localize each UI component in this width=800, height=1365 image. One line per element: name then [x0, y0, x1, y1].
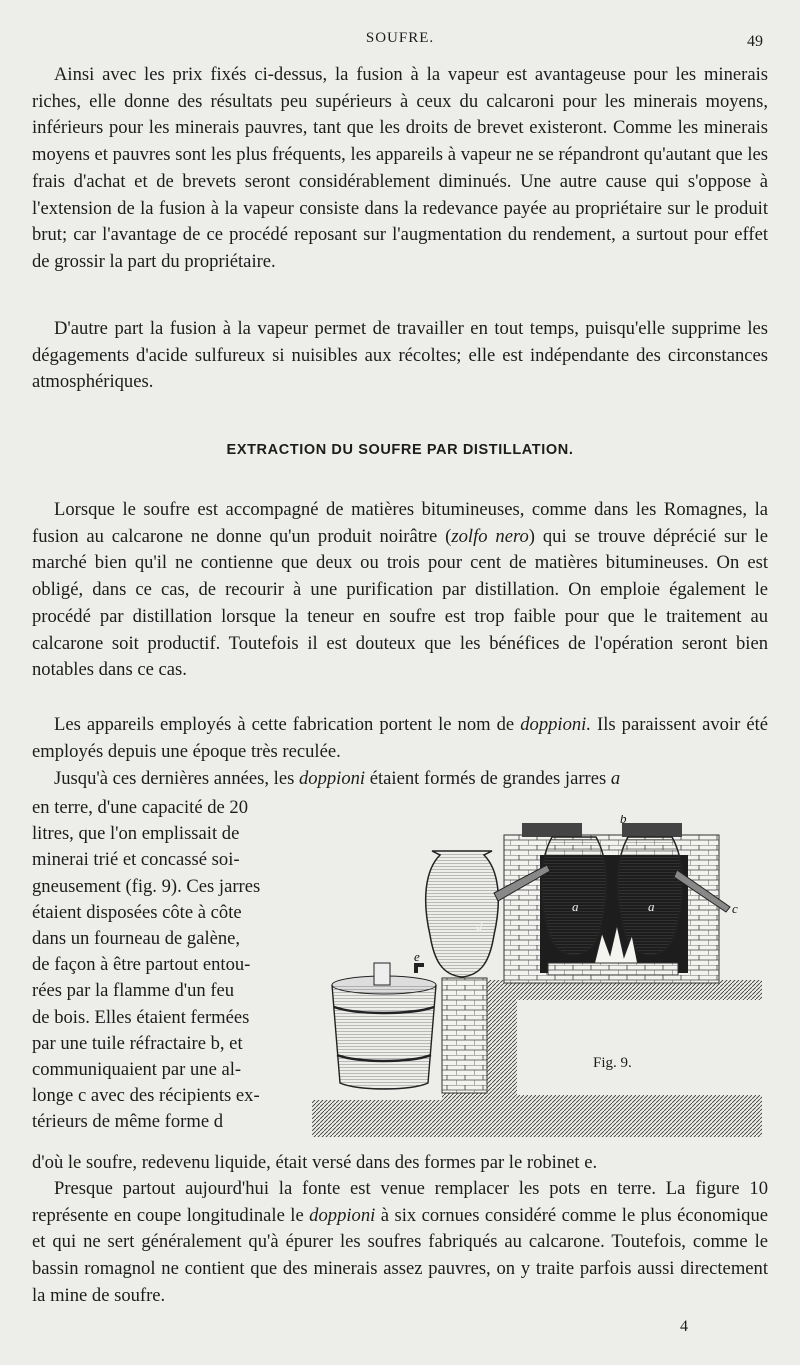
section-title: EXTRACTION DU SOUFRE PAR DISTILLATION. — [226, 442, 574, 458]
wrap-line: communiquaient par une al- — [32, 1059, 242, 1081]
paragraph-5-end — [32, 1150, 768, 1177]
wrap-line: térieurs de même forme d — [32, 1111, 224, 1133]
wooden-bucket — [332, 963, 436, 1089]
furnace-grate — [548, 963, 678, 975]
paragraph-1 — [32, 62, 768, 276]
page-number: 49 — [747, 33, 763, 50]
doppioni-term: doppioni. — [520, 714, 591, 735]
paragraph-5-wrapped-column — [32, 795, 304, 1136]
paragraph-5-text-a: Jusqu'à ces dernières années, les — [54, 768, 299, 789]
paragraph-3-text-a: Lorsque le soufre est accompagné de matières bitumineuses, comme dans les Romagnes, la fusion au calcarone ne donne qu'un produit noirâtre ( — [32, 499, 768, 547]
wrap-line: longe c avec des récipients ex- — [32, 1085, 260, 1107]
jar-a-right — [618, 837, 683, 955]
doppioni-term-3: doppioni — [309, 1204, 376, 1226]
paragraph-2-text: D'autre part la fusion à la vapeur permet de travailler en tout temps, puisqu'elle supprime les dégagements d'acide sulfureux si nuisibles aux récoltes; elle est indépendante des circonstances atmosphériques. — [32, 318, 768, 393]
running-title: SOUFRE. — [365, 30, 435, 46]
wrap-line: en terre, d'une capacité de 20 — [32, 797, 249, 818]
doppioni-furnace-illustration — [312, 815, 767, 1145]
wrap-line: gneusement (fig. 9). Ces jarres — [32, 875, 261, 897]
paragraph-2 — [32, 316, 768, 396]
wrap-line: litres, que l'on emplissait de — [32, 823, 240, 845]
wrap-line: de bois. Elles étaient fermées — [32, 1006, 250, 1028]
paragraph-1-text: Ainsi avec les prix fixés ci-dessus, la fusion à la vapeur est avantageuse pour les minerais riches, elle donne des résultats peu supérieurs à ceux du calcaroni pour les minerais moyens, inférieurs pour les minerais pauvres, tant que les droits de brevet existeront. Comme les minerais moyens et pauvres sont les plus fréquents, les appareils à vapeur ne se répandront qu'autant que les frais d'achat et de brevets seront considérablement diminués. Une autre cause qui s'oppose à l'extension de la fusion à la vapeur consiste dans la redevance payée au propriétaire sur le produit brut; car l'avantage de ce procédé reposant sur l'augmentation du rendement, a surtout pour effet de grossir la part du propriétaire. — [32, 64, 768, 272]
paragraph-3 — [32, 497, 768, 684]
label-d: d — [476, 918, 483, 933]
doppioni-term-2: doppioni — [298, 768, 366, 789]
paragraph-3-text-b: ) qui se trouve déprécié sur le marché bien qu'il ne contienne que deux ou trois pour cent de matières bitumineuses. On est obligé, dans ce cas, de recourir à une purification par distillation. On emploie également le procédé par distillation lorsque la teneur en soufre est trop faible pour que le traitement au calcarone soit productif. Toutefois il est douteux que les bénéfices de l'opération seront bien notables dans ce cas. — [32, 525, 768, 681]
wrap-line: de façon à être partout entou- — [32, 954, 251, 976]
wrap-line: dans un fourneau de galène, — [32, 928, 241, 950]
paragraph-5-text-b: étaient formés de grandes jarres — [365, 768, 611, 789]
paragraph-5-end-text: d'où le soufre, redevenu liquide, était versé dans des formes par le robinet e. — [32, 1152, 598, 1173]
label-e: e — [414, 949, 420, 964]
wrap-line: minerai trié et concassé soi- — [32, 849, 240, 871]
label-b: b — [620, 815, 627, 826]
wrap-line: étaient disposées côte à côte — [32, 901, 242, 923]
wrap-line: rées par la flamme d'un feu — [32, 980, 235, 1002]
jar-a-left — [542, 837, 607, 955]
paragraph-6-text-b: à six cornues considéré comme le plus économique et qui ne sert généralement qu'à épurer les soufres fabriqués au calcarone. Toutefois, comme le bassin romagnol ne contient que des minerais assez pauvres, on y traite parfois aussi directement la mine de soufre. — [32, 1204, 768, 1306]
tap-e — [414, 963, 424, 973]
paragraph-4-text-a: Les appareils employés à cette fabrication portent le nom de — [54, 714, 521, 735]
paragraph-4 — [32, 712, 768, 765]
paragraph-6 — [32, 1176, 768, 1310]
figure-caption: Fig. 9. — [593, 1055, 632, 1071]
paragraph-6-text-a: Presque partout aujourd'hui la fonte est venue remplacer les pots en terre. La figure 10 représente en coupe longitudinale le — [32, 1178, 768, 1226]
jar-d — [426, 851, 499, 977]
zolfo-nero-term: zolfo nero — [451, 525, 529, 547]
label-a2: a — [648, 899, 655, 914]
signature-mark: 4 — [680, 1318, 688, 1335]
paragraph-5-first-line — [32, 766, 768, 793]
label-a-ref: a — [610, 768, 621, 789]
label-a1: a — [572, 899, 579, 914]
wrap-line: par une tuile réfractaire b, et — [32, 1032, 243, 1054]
label-c: c — [732, 901, 738, 916]
paragraph-4-text-b: Ils paraissent avoir été employés depuis une époque très reculée. — [32, 714, 768, 762]
brick-pillar — [442, 978, 487, 1093]
